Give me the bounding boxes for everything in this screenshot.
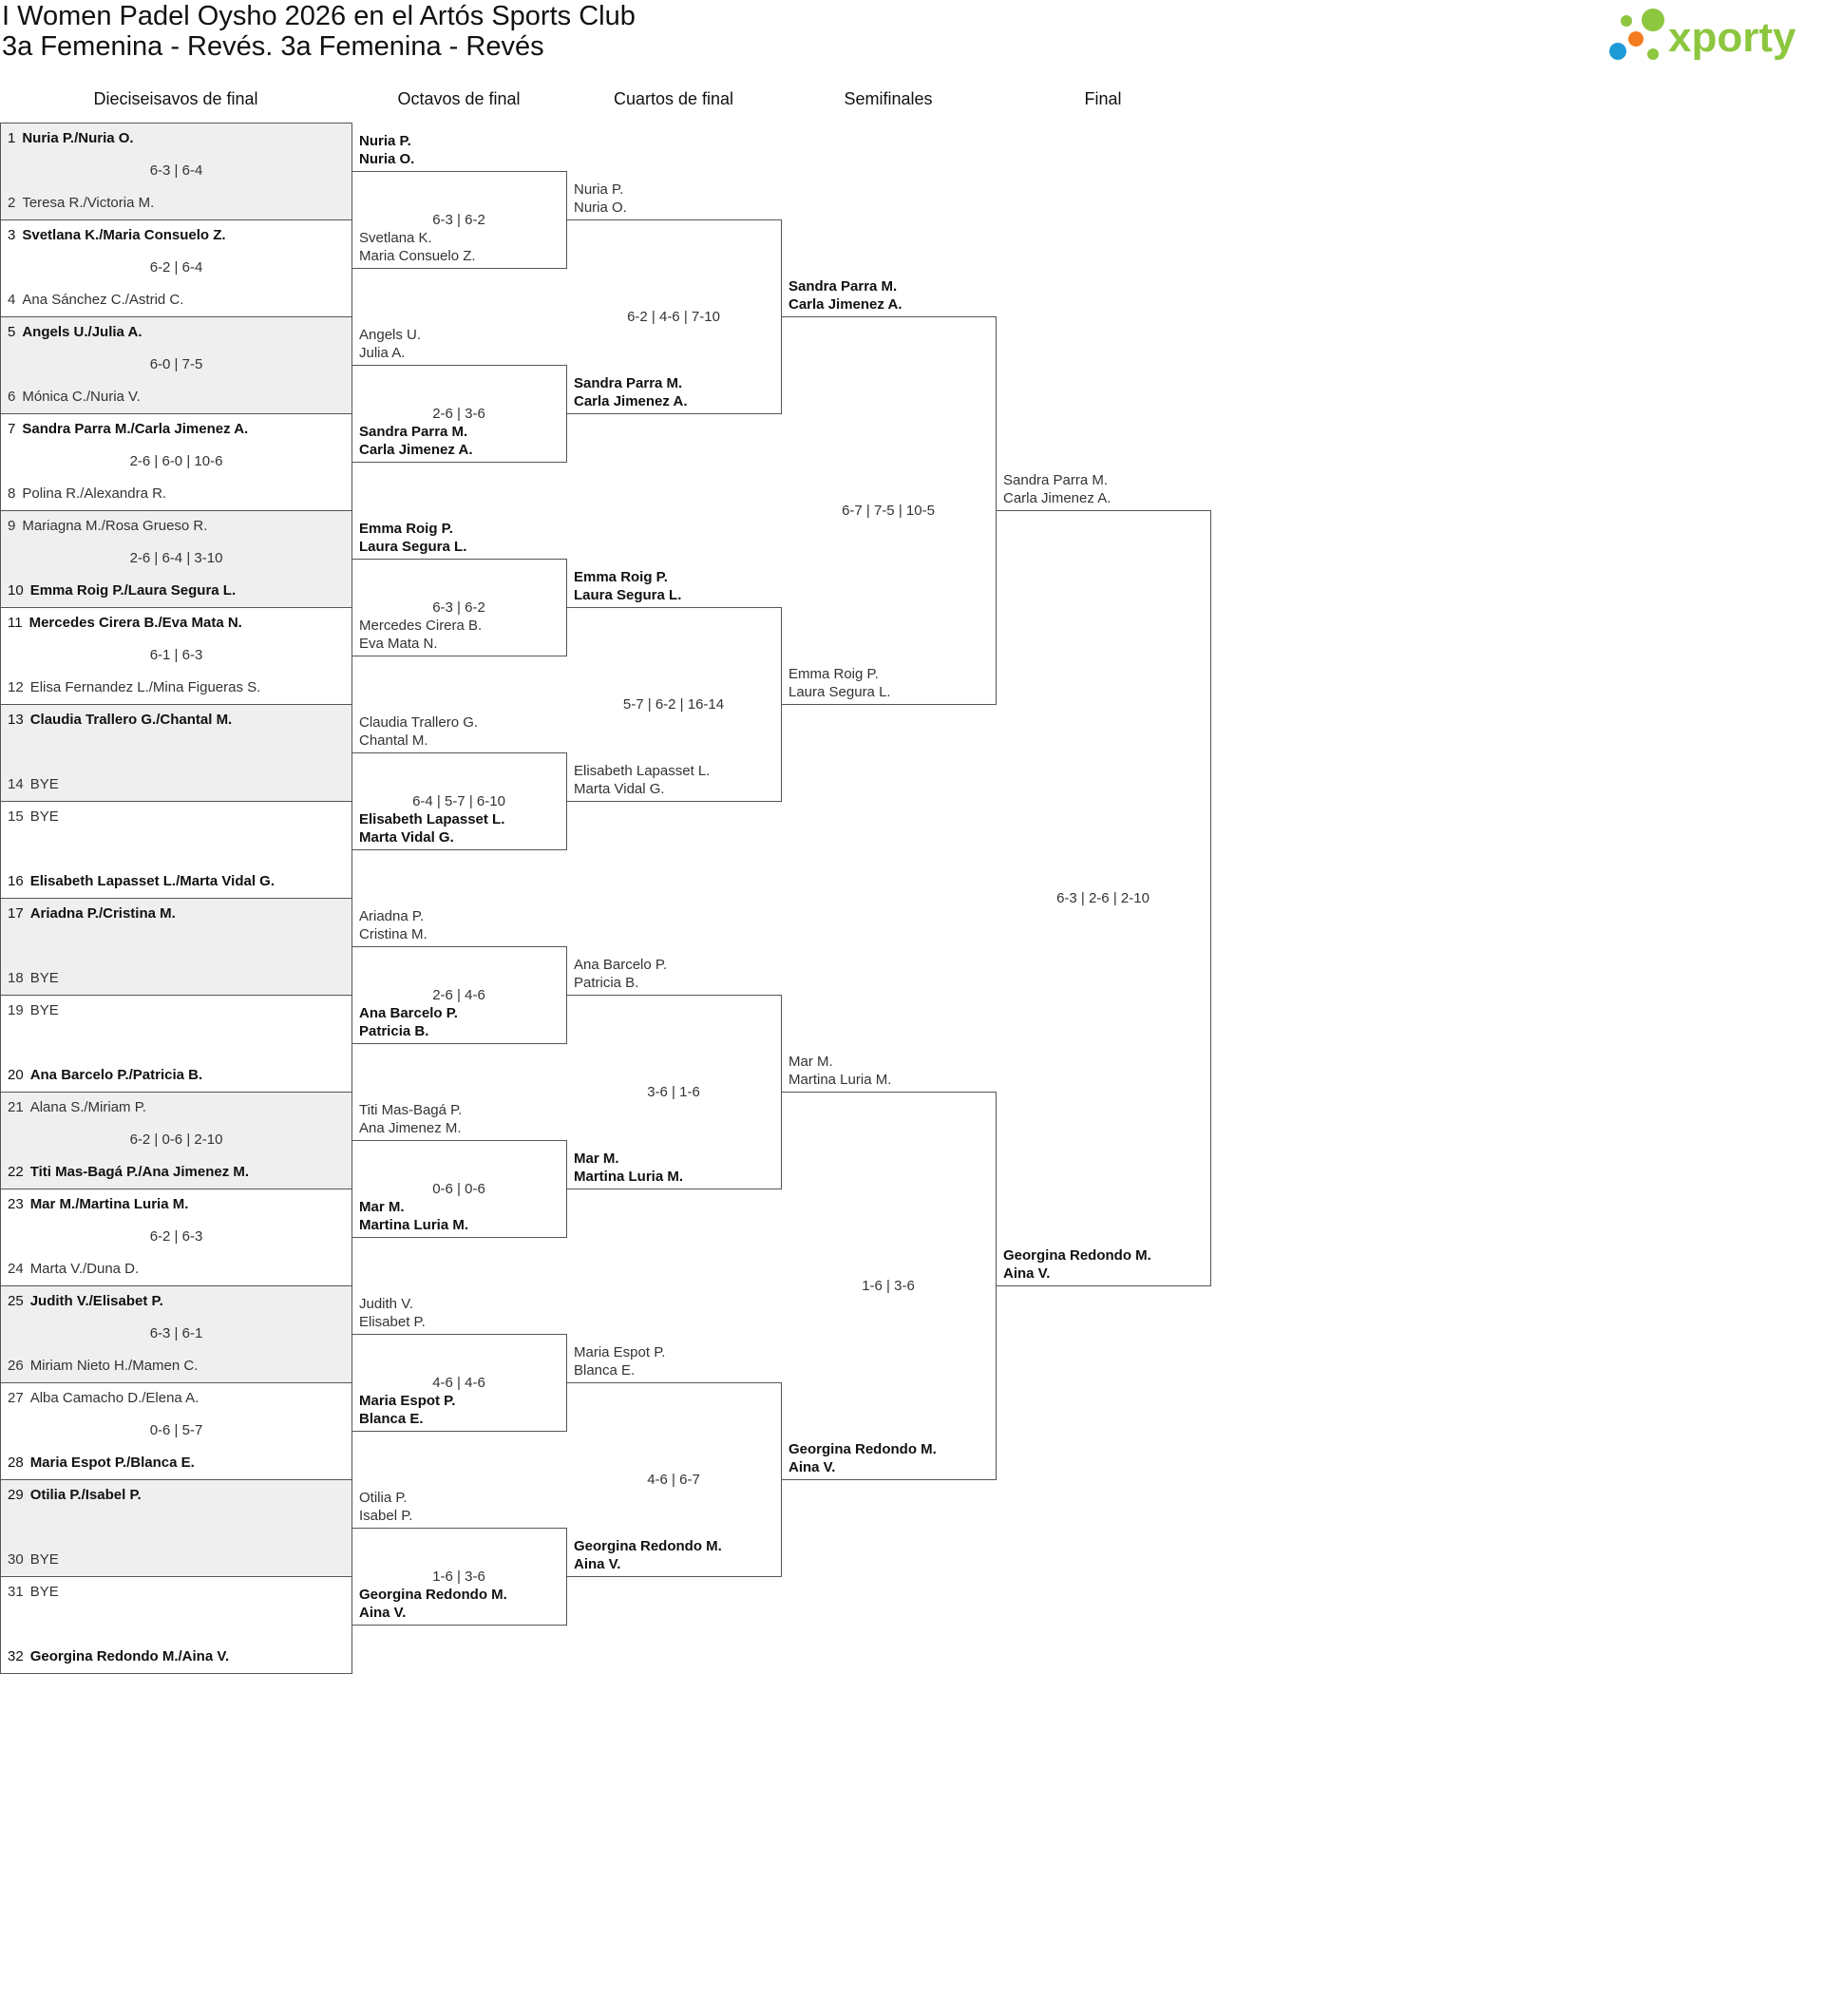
team-name: BYE [29, 1584, 59, 1600]
team-bottom-line1: Emma Roig P. [788, 666, 879, 682]
team-top-line2: Elisabet P. [359, 1314, 426, 1330]
bracket-line [352, 1625, 567, 1626]
team-name: Mariagna M./Rosa Grueso R. [22, 518, 208, 534]
team-name: Mónica C./Nuria V. [22, 389, 141, 405]
match-score: 1-6 | 3-6 [862, 1278, 915, 1294]
seed-number: 5 [8, 324, 16, 340]
team-top-line2: Cristina M. [359, 926, 428, 942]
seed-number: 26 [8, 1358, 24, 1374]
bracket-line [996, 510, 1211, 511]
bracket-line [566, 413, 782, 414]
team-name: Alana S./Miriam P. [29, 1099, 146, 1115]
seed-number: 10 [8, 582, 24, 599]
round-header: Final [1084, 89, 1122, 108]
bracket-line [566, 1576, 782, 1577]
r32-team-top [8, 614, 242, 632]
seed-number: 1 [8, 130, 16, 146]
team-top-line2: Laura Segura L. [574, 587, 682, 603]
bracket-line [352, 1528, 567, 1529]
team-name: BYE [29, 970, 59, 986]
seed-number: 11 [8, 615, 23, 631]
team-name: Mar M./Martina Luria M. [29, 1196, 189, 1212]
match-score: 4-6 | 6-7 [647, 1472, 700, 1488]
team-name: Georgina Redondo M./Aina V. [29, 1648, 230, 1664]
team-bottom-line1: Elisabeth Lapasset L. [574, 763, 711, 779]
seed-number: 4 [8, 292, 16, 308]
r32-score: 6-2 | 0-6 | 2-10 [129, 1132, 223, 1148]
seed-number: 20 [8, 1067, 24, 1083]
team-bottom-line2: Eva Mata N. [359, 636, 438, 652]
r32-score: 6-3 | 6-4 [149, 162, 203, 179]
team-bottom-line1: Mercedes Cirera B. [359, 618, 483, 634]
bracket-line [1210, 510, 1211, 1286]
r32-score: 6-2 | 6-4 [149, 259, 203, 276]
team-top-line1: Mar M. [788, 1054, 833, 1070]
team-top-line1: Sandra Parra M. [788, 278, 898, 295]
match-score: 6-2 | 4-6 | 7-10 [627, 309, 720, 325]
match-score: 2-6 | 4-6 [432, 987, 485, 1003]
r32-team-bottom [8, 1647, 229, 1665]
round-header: Cuartos de final [613, 89, 734, 108]
r32-score: 2-6 | 6-4 | 3-10 [129, 550, 223, 566]
round-header: Octavos de final [397, 89, 521, 108]
r32-team-top [8, 517, 207, 535]
r32-team-top [8, 1195, 188, 1213]
match-score: 6-3 | 2-6 | 2-10 [1056, 890, 1150, 906]
team-top-line2: Nuria O. [359, 151, 415, 167]
r32-team-top [8, 1292, 163, 1310]
team-top-line1: Titi Mas-Bagá P. [359, 1102, 463, 1118]
team-top-line2: Carla Jimenez A. [788, 296, 902, 313]
seed-number: 17 [8, 905, 24, 922]
r32-team-bottom [8, 1357, 198, 1375]
seed-number: 30 [8, 1551, 24, 1568]
match-score: 5-7 | 6-2 | 16-14 [622, 696, 725, 713]
team-bottom-line2: Patricia B. [359, 1023, 429, 1039]
team-name: Elisa Fernandez L./Mina Figueras S. [29, 679, 261, 695]
team-name: Marta V./Duna D. [29, 1261, 140, 1277]
bracket-line [352, 1237, 567, 1238]
seed-number: 24 [8, 1261, 24, 1277]
team-bottom-line1: Sandra Parra M. [574, 375, 683, 391]
bracket-line [781, 1092, 997, 1093]
team-name: Claudia Trallero G./Chantal M. [29, 712, 233, 728]
team-top-line2: Martina Luria M. [788, 1072, 892, 1088]
r32-team-bottom [8, 775, 59, 793]
team-top-line1: Claudia Trallero G. [359, 714, 479, 731]
team-bottom-line1: Svetlana K. [359, 230, 432, 246]
team-top-line1: Maria Espot P. [574, 1344, 666, 1360]
team-bottom-line2: Maria Consuelo Z. [359, 248, 476, 264]
page-title: I Women Padel Oysho 2026 en el Artós Sports Club [2, 1, 636, 31]
team-top-line1: Otilia P. [359, 1490, 408, 1506]
r32-score: 6-2 | 6-3 [149, 1228, 203, 1245]
team-name: BYE [29, 808, 59, 825]
team-name: Svetlana K./Maria Consuelo Z. [22, 227, 226, 243]
bracket-line [566, 995, 782, 996]
bracket-line [781, 316, 997, 317]
match-score: 6-4 | 5-7 | 6-10 [412, 793, 505, 809]
match-score: 1-6 | 3-6 [432, 1569, 485, 1585]
team-name: Ariadna P./Cristina M. [29, 905, 176, 922]
logo-dot-green-low [1647, 48, 1659, 60]
bracket-line [352, 752, 567, 753]
r32-team-top [8, 420, 248, 438]
team-name: Maria Espot P./Blanca E. [29, 1455, 195, 1471]
r32-team-bottom [8, 388, 141, 406]
logo-dot-green-top [1642, 9, 1664, 31]
r32-team-top [8, 711, 232, 729]
r32-score: 6-1 | 6-3 [149, 647, 203, 663]
team-top-line2: Chantal M. [359, 732, 428, 749]
seed-number: 12 [8, 679, 24, 695]
seed-number: 31 [8, 1584, 24, 1600]
match-score: 3-6 | 1-6 [647, 1084, 700, 1100]
team-top-line2: Laura Segura L. [359, 539, 467, 555]
team-bottom-line2: Carla Jimenez A. [359, 442, 473, 458]
r32-team-bottom [8, 194, 154, 212]
seed-number: 3 [8, 227, 16, 243]
bracket-line [352, 268, 567, 269]
seed-number: 29 [8, 1487, 24, 1503]
team-bottom-line1: Georgina Redondo M. [1003, 1247, 1151, 1264]
seed-number: 27 [8, 1390, 24, 1406]
r32-team-bottom [8, 872, 275, 890]
r32-team-top [8, 129, 134, 147]
team-bottom-line2: Martina Luria M. [574, 1169, 684, 1185]
r32-score: 6-0 | 7-5 [149, 356, 203, 372]
round-header: Dieciseisavos de final [93, 89, 258, 108]
r32-team-bottom [8, 1260, 139, 1278]
r32-score: 2-6 | 6-0 | 10-6 [129, 453, 223, 469]
bracket-line [781, 1479, 997, 1480]
team-top-line1: Nuria P. [574, 181, 624, 198]
r32-score: 0-6 | 5-7 [149, 1422, 203, 1438]
bracket-line [566, 801, 782, 802]
r32-team-bottom [8, 969, 59, 987]
team-bottom-line2: Marta Vidal G. [574, 781, 665, 797]
match-score: 2-6 | 3-6 [432, 406, 485, 422]
team-name: Emma Roig P./Laura Segura L. [29, 582, 237, 599]
team-name: Ana Sánchez C./Astrid C. [22, 292, 184, 308]
team-top-line1: Ana Barcelo P. [574, 957, 668, 973]
team-name: Sandra Parra M./Carla Jimenez A. [22, 421, 249, 437]
seed-number: 18 [8, 970, 24, 986]
team-top-line1: Judith V. [359, 1296, 413, 1312]
r32-team-top [8, 1001, 59, 1019]
xporty-logo [1604, 4, 1824, 67]
team-bottom-line1: Mar M. [359, 1199, 405, 1215]
team-name: Miriam Nieto H./Mamen C. [29, 1358, 199, 1374]
seed-number: 21 [8, 1099, 24, 1115]
team-name: Nuria P./Nuria O. [22, 130, 134, 146]
seed-number: 13 [8, 712, 24, 728]
round-header: Semifinales [844, 89, 933, 108]
seed-number: 2 [8, 195, 16, 211]
team-top-line2: Patricia B. [574, 975, 639, 991]
team-name: BYE [29, 1002, 59, 1018]
team-bottom-line1: Georgina Redondo M. [574, 1538, 722, 1554]
seed-number: 28 [8, 1455, 24, 1471]
team-bottom-line2: Marta Vidal G. [359, 829, 454, 846]
r32-team-bottom [8, 1550, 59, 1569]
seed-number: 14 [8, 776, 24, 792]
r32-team-bottom [8, 485, 166, 503]
team-name: Mercedes Cirera B./Eva Mata N. [28, 615, 242, 631]
bracket-line [352, 559, 567, 560]
bracket-line [781, 704, 997, 705]
team-top-line2: Blanca E. [574, 1362, 636, 1379]
bracket-line [352, 1431, 567, 1432]
seed-number: 15 [8, 808, 24, 825]
team-name: Polina R./Alexandra R. [22, 485, 167, 502]
team-bottom-line1: Sandra Parra M. [359, 424, 468, 440]
team-name: Elisabeth Lapasset L./Marta Vidal G. [29, 873, 275, 889]
team-top-line2: Isabel P. [359, 1508, 413, 1524]
team-bottom-line1: Maria Espot P. [359, 1393, 456, 1409]
bracket-line [566, 219, 782, 220]
bracket-line [352, 171, 567, 172]
team-bottom-line1: Georgina Redondo M. [788, 1441, 937, 1457]
team-name: Titi Mas-Bagá P./Ana Jimenez M. [29, 1164, 250, 1180]
bracket-line [996, 1285, 1211, 1286]
r32-team-top [8, 1098, 146, 1116]
team-bottom-line2: Aina V. [359, 1605, 407, 1621]
r32-team-top [8, 1389, 199, 1407]
team-top-line1: Emma Roig P. [359, 521, 453, 537]
team-bottom-line2: Laura Segura L. [788, 684, 891, 700]
bracket-line [352, 1043, 567, 1044]
bracket-line [566, 1382, 782, 1383]
r32-team-bottom [8, 1066, 202, 1084]
match-score: 0-6 | 0-6 [432, 1181, 485, 1197]
r32-team-bottom [8, 1454, 195, 1472]
team-top-line1: Nuria P. [359, 133, 411, 149]
team-bottom-line1: Georgina Redondo M. [359, 1587, 507, 1603]
team-bottom-line1: Mar M. [574, 1151, 619, 1167]
team-top-line2: Carla Jimenez A. [1003, 490, 1112, 506]
team-name: Ana Barcelo P./Patricia B. [29, 1067, 203, 1083]
team-top-line1: Angels U. [359, 327, 422, 343]
team-bottom-line2: Martina Luria M. [359, 1217, 469, 1233]
team-bottom-line2: Carla Jimenez A. [574, 393, 688, 409]
r32-team-bottom [8, 581, 236, 599]
seed-number: 32 [8, 1648, 24, 1664]
team-bottom-line2: Aina V. [574, 1556, 621, 1572]
bracket-line [566, 607, 782, 608]
team-name: Otilia P./Isabel P. [29, 1487, 142, 1503]
logo-dot-green-small [1621, 15, 1632, 27]
match-score: 6-7 | 7-5 | 10-5 [842, 503, 935, 519]
team-bottom-line2: Aina V. [788, 1459, 836, 1475]
logo-dot-orange [1628, 31, 1644, 47]
team-name: Judith V./Elisabet P. [29, 1293, 163, 1309]
seed-number: 22 [8, 1164, 24, 1180]
page-subtitle: 3a Femenina - Revés. 3a Femenina - Revés [2, 31, 544, 62]
match-score: 4-6 | 4-6 [432, 1375, 485, 1391]
match-score: 6-3 | 6-2 [432, 599, 485, 616]
team-bottom-line1: Elisabeth Lapasset L. [359, 811, 505, 827]
seed-number: 19 [8, 1002, 24, 1018]
team-top-line2: Ana Jimenez M. [359, 1120, 462, 1136]
seed-number: 7 [8, 421, 16, 437]
team-name: Angels U./Julia A. [22, 324, 142, 340]
bracket-line [352, 365, 567, 366]
r32-team-top [8, 904, 176, 922]
bracket-line [352, 1140, 567, 1141]
r32-team-top [8, 323, 142, 341]
match-score: 6-3 | 6-2 [432, 212, 485, 228]
r32-team-top [8, 1486, 142, 1504]
seed-number: 6 [8, 389, 16, 405]
team-name: BYE [29, 776, 59, 792]
team-name: Teresa R./Victoria M. [22, 195, 155, 211]
r32-team-top [8, 1583, 59, 1601]
r32-team-top [8, 226, 226, 244]
team-name: Alba Camacho D./Elena A. [29, 1390, 200, 1406]
r32-team-top [8, 808, 59, 826]
team-top-line2: Julia A. [359, 345, 406, 361]
seed-number: 9 [8, 518, 16, 534]
logo-text: xporty [1668, 14, 1796, 61]
seed-number: 8 [8, 485, 16, 502]
seed-number: 25 [8, 1293, 24, 1309]
r32-score: 6-3 | 6-1 [149, 1325, 203, 1341]
seed-number: 16 [8, 873, 24, 889]
team-top-line2: Nuria O. [574, 200, 627, 216]
team-bottom-line2: Aina V. [1003, 1265, 1051, 1282]
r32-team-bottom [8, 1163, 249, 1181]
team-top-line1: Ariadna P. [359, 908, 425, 924]
r32-team-bottom [8, 291, 183, 309]
bracket-line [352, 1334, 567, 1335]
bracket-line [352, 849, 567, 850]
team-top-line1: Sandra Parra M. [1003, 472, 1109, 488]
r32-team-bottom [8, 678, 260, 696]
team-top-line1: Emma Roig P. [574, 569, 668, 585]
team-bottom-line2: Blanca E. [359, 1411, 424, 1427]
team-bottom-line1: Ana Barcelo P. [359, 1005, 458, 1021]
seed-number: 23 [8, 1196, 24, 1212]
team-name: BYE [29, 1551, 59, 1568]
bracket-line [352, 462, 567, 463]
bracket-line [352, 946, 567, 947]
logo-dot-blue [1609, 43, 1626, 60]
